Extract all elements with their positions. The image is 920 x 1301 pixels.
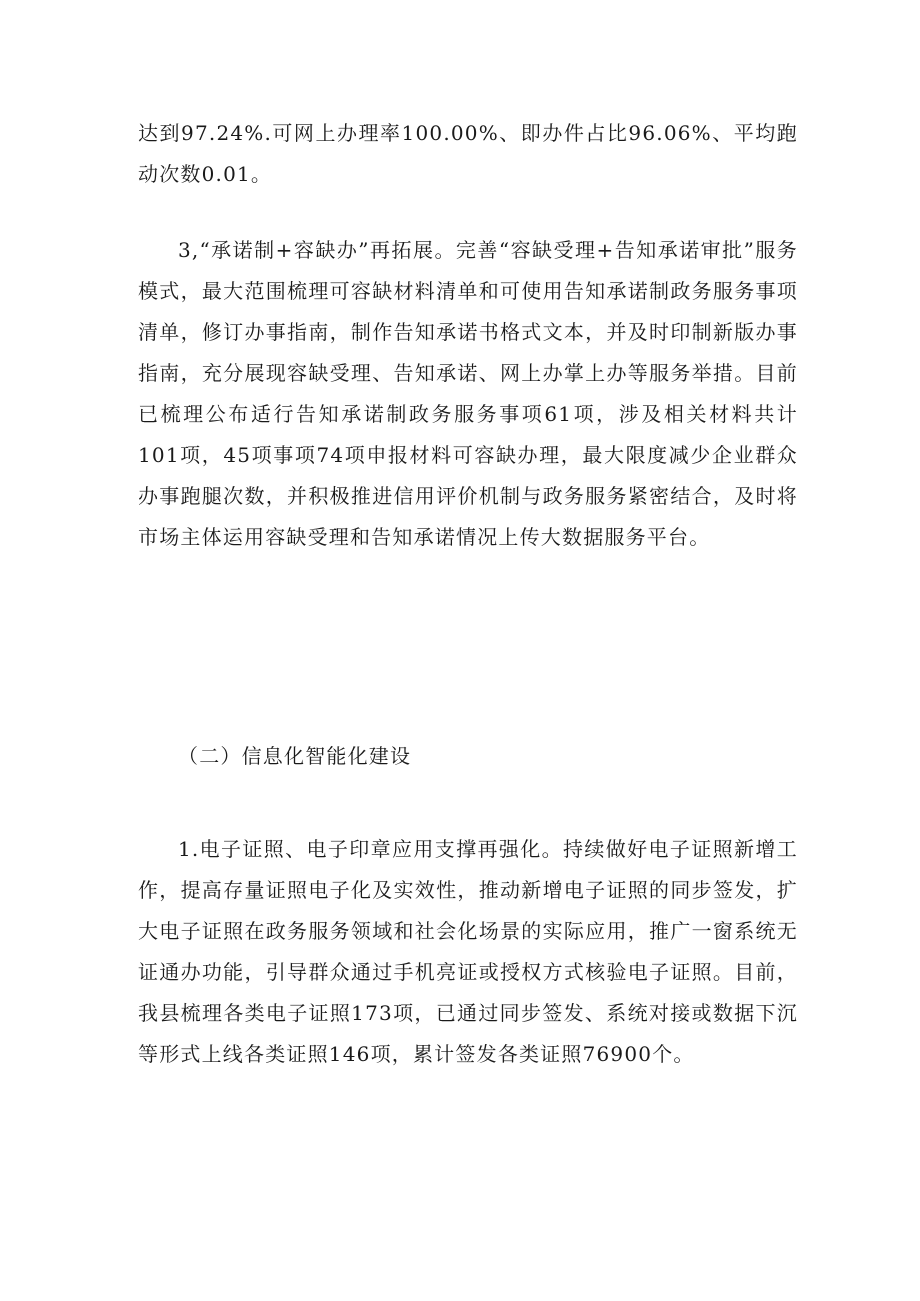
- paragraph-electronic-licenses: 1.电子证照、电子印章应用支撑再强化。持续做好电子证照新增工作，提高存量证照电子化及实效性，推动新增电子证照的同步签发，扩大电子证照在政务服务领域和社会化场景的实际应用，推广一窗系统无证通办功能，引导群众通过手机亮证或授权方式核验电子证照。目前，我县梳理各类电子证照173项，已通过同步签发、系统对接或数据下沉等形式上线各类证照146项，累计签发各类证照76900个。: [138, 837, 798, 1066]
- paragraph-commitment-system: 3,“承诺制+容缺办”再拓展。完善“容缺受理+告知承诺审批”服务模式，最大范围梳理可容缺材料清单和可使用告知承诺制政务服务事项清单，修订办事指南，制作告知承诺书格式文本，并及时印制新版办事指南，充分展现容缺受理、告知承诺、网上办掌上办等服务举措。目前已梳理公布适行告知承诺制政务服务事项61项，涉及相关材料共计101项，45项事项74项申报材料可容缺办理，最大限度减少企业群众办事跑腿次数，并积极推进信用评价机制与政务服务紧密结合，及时将市场主体运用容缺受理和告知承诺情况上传大数据服务平台。: [138, 238, 798, 549]
- section-heading: （二）信息化智能化建设: [178, 744, 412, 768]
- paragraph-rate-statistics: 达到97.24%.可网上办理率100.00%、即办件占比96.06%、平均跑动次数0.01。: [138, 121, 798, 186]
